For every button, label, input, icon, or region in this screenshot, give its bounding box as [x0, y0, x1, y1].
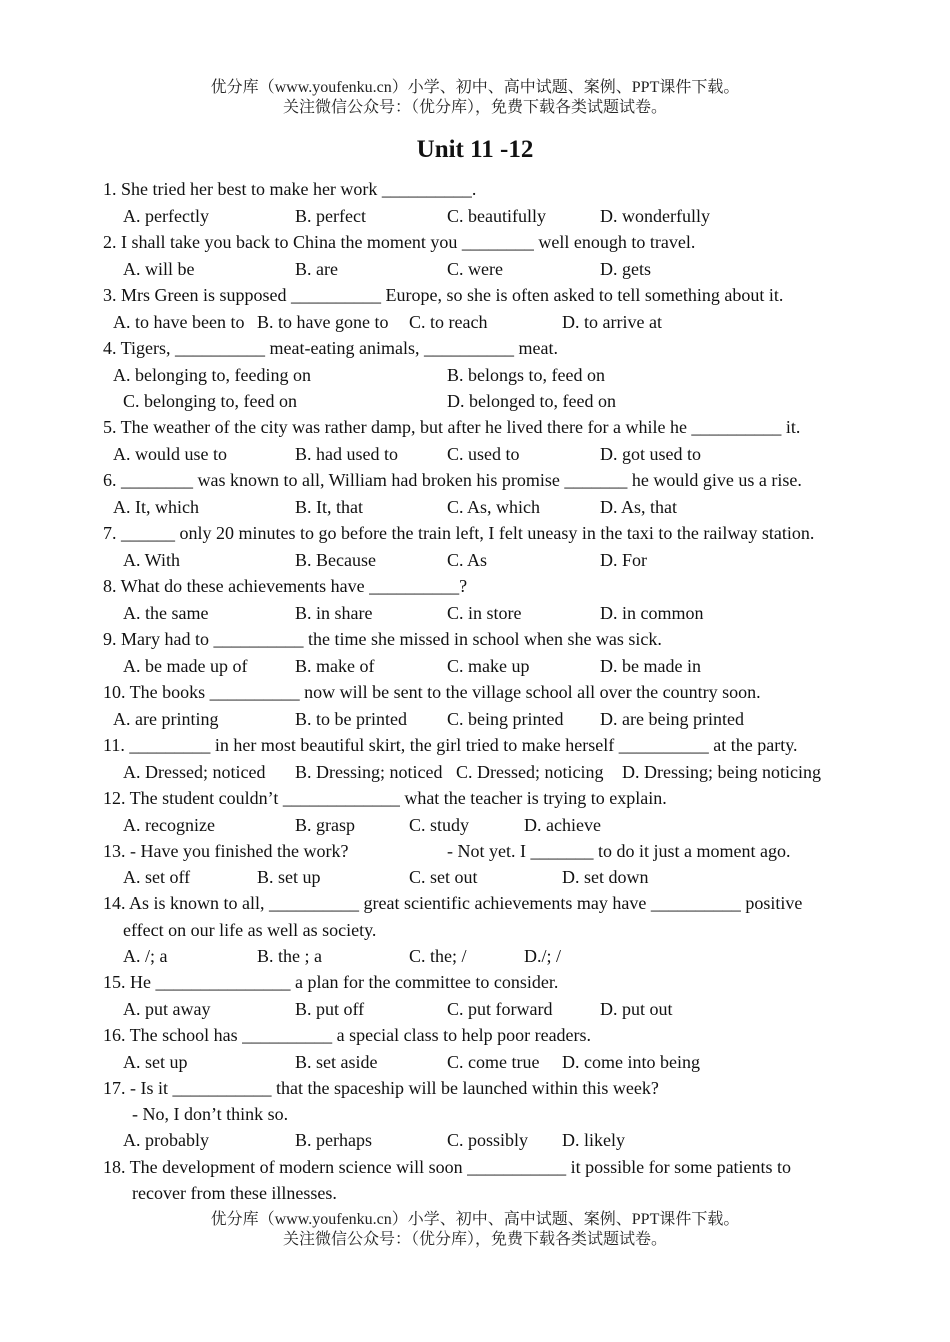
question-12-options — [0, 812, 950, 838]
question-4-option-c: C. belonging to, feed on — [123, 391, 297, 411]
question-15-options — [0, 996, 950, 1022]
footer-line-1: 优分库（www.youfenku.cn）小学、初中、高中试题、案例、PPT课件下载。 — [210, 1211, 740, 1228]
footer-line-2: 关注微信公众号：（优分库），免费下载各类试题试卷。 — [282, 1231, 667, 1248]
page-title: Unit 11 -12 — [416, 136, 534, 163]
question-16-option-d: D. come into being — [562, 1052, 700, 1072]
question-2-options — [0, 256, 950, 282]
question-1-option-b: B. perfect — [295, 206, 366, 226]
question-8-stem: 8. What do these achievements have __________? — [103, 576, 468, 596]
question-12-option-a: A. recognize — [123, 815, 215, 835]
question-10-option-c: C. being printed — [447, 709, 564, 729]
question-11-option-d: D. Dressing; being noticing — [622, 762, 821, 782]
question-3-option-a: A. to have been to — [113, 312, 245, 332]
question-5-option-c: C. used to — [447, 444, 520, 464]
question-13-reply: - Not yet. I _______ to do it just a moment ago. — [447, 841, 791, 861]
question-1-option-d: D. wonderfully — [600, 206, 710, 226]
question-3-option-b: B. to have gone to — [257, 312, 389, 332]
question-16-option-c: C. come true — [447, 1052, 540, 1072]
question-2-option-d: D. gets — [600, 259, 651, 279]
question-5-option-b: B. had used to — [295, 444, 398, 464]
question-16-options — [0, 1049, 950, 1075]
header-line-2: 关注微信公众号：（优分库），免费下载各类试题试卷。 — [282, 99, 667, 116]
question-8-option-b: B. in share — [295, 603, 373, 623]
question-17-option-b: B. perhaps — [295, 1130, 372, 1150]
question-7-stem: 7. ______ only 20 minutes to go before the train left, I felt uneasy in the taxi to the railway station. — [103, 523, 815, 543]
question-12-stem: 12. The student couldn’t _____________ what the teacher is trying to explain. — [103, 788, 667, 808]
question-6-options — [0, 494, 950, 520]
question-1-option-c: C. beautifully — [447, 206, 546, 226]
question-3-stem: 3. Mrs Green is supposed __________ Europe, so she is often asked to tell something about it. — [103, 285, 784, 305]
question-12-option-d: D. achieve — [524, 815, 601, 835]
question-17-option-d: D. likely — [562, 1130, 625, 1150]
question-14-option-c: C. the; / — [409, 946, 467, 966]
question-2-option-a: A. will be — [123, 259, 195, 279]
question-9-option-b: B. make of — [295, 656, 375, 676]
question-17-option-a: A. probably — [123, 1130, 209, 1150]
question-18-stem: 18. The development of modern science will soon ___________ it possible for some patients to — [103, 1157, 792, 1177]
question-14-option-b: B. the ; a — [257, 946, 322, 966]
question-13-option-b: B. set up — [257, 867, 321, 887]
question-13-option-a: A. set off — [123, 867, 191, 887]
question-7-option-b: B. Because — [295, 550, 376, 570]
question-7-option-a: A. With — [123, 550, 180, 570]
question-14-option-a: A. /; a — [123, 946, 168, 966]
header-banner — [0, 78, 950, 118]
question-2-option-c: C. were — [447, 259, 503, 279]
question-11-option-c: C. Dressed; noticing — [456, 762, 604, 782]
question-10-option-d: D. are being printed — [600, 709, 744, 729]
question-4-stem: 4. Tigers, __________ meat-eating animals, __________ meat. — [103, 338, 558, 358]
question-15-option-b: B. put off — [295, 999, 365, 1019]
question-5-options — [0, 441, 950, 467]
question-14-option-d: D./; / — [524, 946, 562, 966]
question-6-option-a: A. It, which — [113, 497, 199, 517]
footer-banner — [0, 1210, 950, 1250]
question-4-options-row-2 — [0, 388, 950, 414]
question-16-stem: 16. The school has __________ a special class to help poor readers. — [103, 1025, 592, 1045]
question-13-stem: 13. - Have you finished the work? — [103, 841, 349, 861]
question-3-option-c: C. to reach — [409, 312, 488, 332]
question-15-stem: 15. He _______________ a plan for the committee to consider. — [103, 972, 559, 992]
question-9-option-a: A. be made up of — [123, 656, 248, 676]
question-17-option-c: C. possibly — [447, 1130, 529, 1150]
question-10-option-b: B. to be printed — [295, 709, 407, 729]
question-2-option-b: B. are — [295, 259, 338, 279]
question-13-option-d: D. set down — [562, 867, 649, 887]
question-11-stem: 11. _________ in her most beautiful skirt, the girl tried to make herself __________ at the party. — [103, 735, 798, 755]
question-1-options — [0, 203, 950, 229]
question-15-option-d: D. put out — [600, 999, 673, 1019]
question-8-option-d: D. in common — [600, 603, 704, 623]
question-2-stem: 2. I shall take you back to China the moment you ________ well enough to travel. — [103, 232, 696, 252]
question-10-options — [0, 706, 950, 732]
question-17-options — [0, 1127, 950, 1153]
question-14-stem: 14. As is known to all, __________ great scientific achievements may have __________ positive — [103, 893, 803, 913]
question-11-options — [0, 759, 950, 785]
header-line-1: 优分库（www.youfenku.cn）小学、初中、高中试题、案例、PPT课件下载。 — [210, 79, 740, 96]
question-16-option-b: B. set aside — [295, 1052, 378, 1072]
question-12-option-b: B. grasp — [295, 815, 355, 835]
question-17-stem: 17. - Is it ___________ that the spaceship will be launched within this week? — [103, 1078, 659, 1098]
question-7-option-d: D. For — [600, 550, 648, 570]
question-5-stem: 5. The weather of the city was rather damp, but after he lived there for a while he __________ it. — [103, 417, 801, 437]
question-11-option-a: A. Dressed; noticed — [123, 762, 266, 782]
question-4-option-d: D. belonged to, feed on — [447, 391, 616, 411]
question-14-options — [0, 943, 950, 969]
question-18-stem-continued: recover from these illnesses. — [132, 1183, 337, 1203]
question-15-option-c: C. put forward — [447, 999, 553, 1019]
question-9-option-d: D. be made in — [600, 656, 701, 676]
question-8-option-c: C. in store — [447, 603, 522, 623]
question-10-stem: 10. The books __________ now will be sent to the village school all over the country soon. — [103, 682, 761, 702]
question-13-options — [0, 864, 950, 890]
question-13-option-c: C. set out — [409, 867, 478, 887]
question-5-option-a: A. would use to — [113, 444, 227, 464]
question-6-option-d: D. As, that — [600, 497, 678, 517]
question-14-stem-continued: effect on our life as well as society. — [123, 920, 377, 940]
question-17-reply: - No, I don’t think so. — [132, 1104, 289, 1124]
question-6-option-c: C. As, which — [447, 497, 541, 517]
question-6-stem: 6. ________ was known to all, William had broken his promise _______ he would give us a rise. — [103, 470, 802, 490]
question-10-option-a: A. are printing — [113, 709, 219, 729]
question-7-options — [0, 547, 950, 573]
question-5-option-d: D. got used to — [600, 444, 701, 464]
question-9-option-c: C. make up — [447, 656, 530, 676]
question-3-options — [0, 309, 950, 335]
question-15-option-a: A. put away — [123, 999, 211, 1019]
question-9-options — [0, 653, 950, 679]
question-4-options-row-1 — [0, 362, 950, 388]
question-1-option-a: A. perfectly — [123, 206, 209, 226]
question-7-option-c: C. As — [447, 550, 488, 570]
question-6-option-b: B. It, that — [295, 497, 363, 517]
question-8-options — [0, 600, 950, 626]
question-4-option-a: A. belonging to, feeding on — [113, 365, 311, 385]
question-9-stem: 9. Mary had to __________ the time she missed in school when she was sick. — [103, 629, 662, 649]
question-16-option-a: A. set up — [123, 1052, 188, 1072]
question-8-option-a: A. the same — [123, 603, 209, 623]
question-3-option-d: D. to arrive at — [562, 312, 662, 332]
question-1-stem: 1. She tried her best to make her work __________. — [103, 179, 477, 199]
question-11-option-b: B. Dressing; noticed — [295, 762, 443, 782]
question-12-option-c: C. study — [409, 815, 470, 835]
question-4-option-b: B. belongs to, feed on — [447, 365, 605, 385]
